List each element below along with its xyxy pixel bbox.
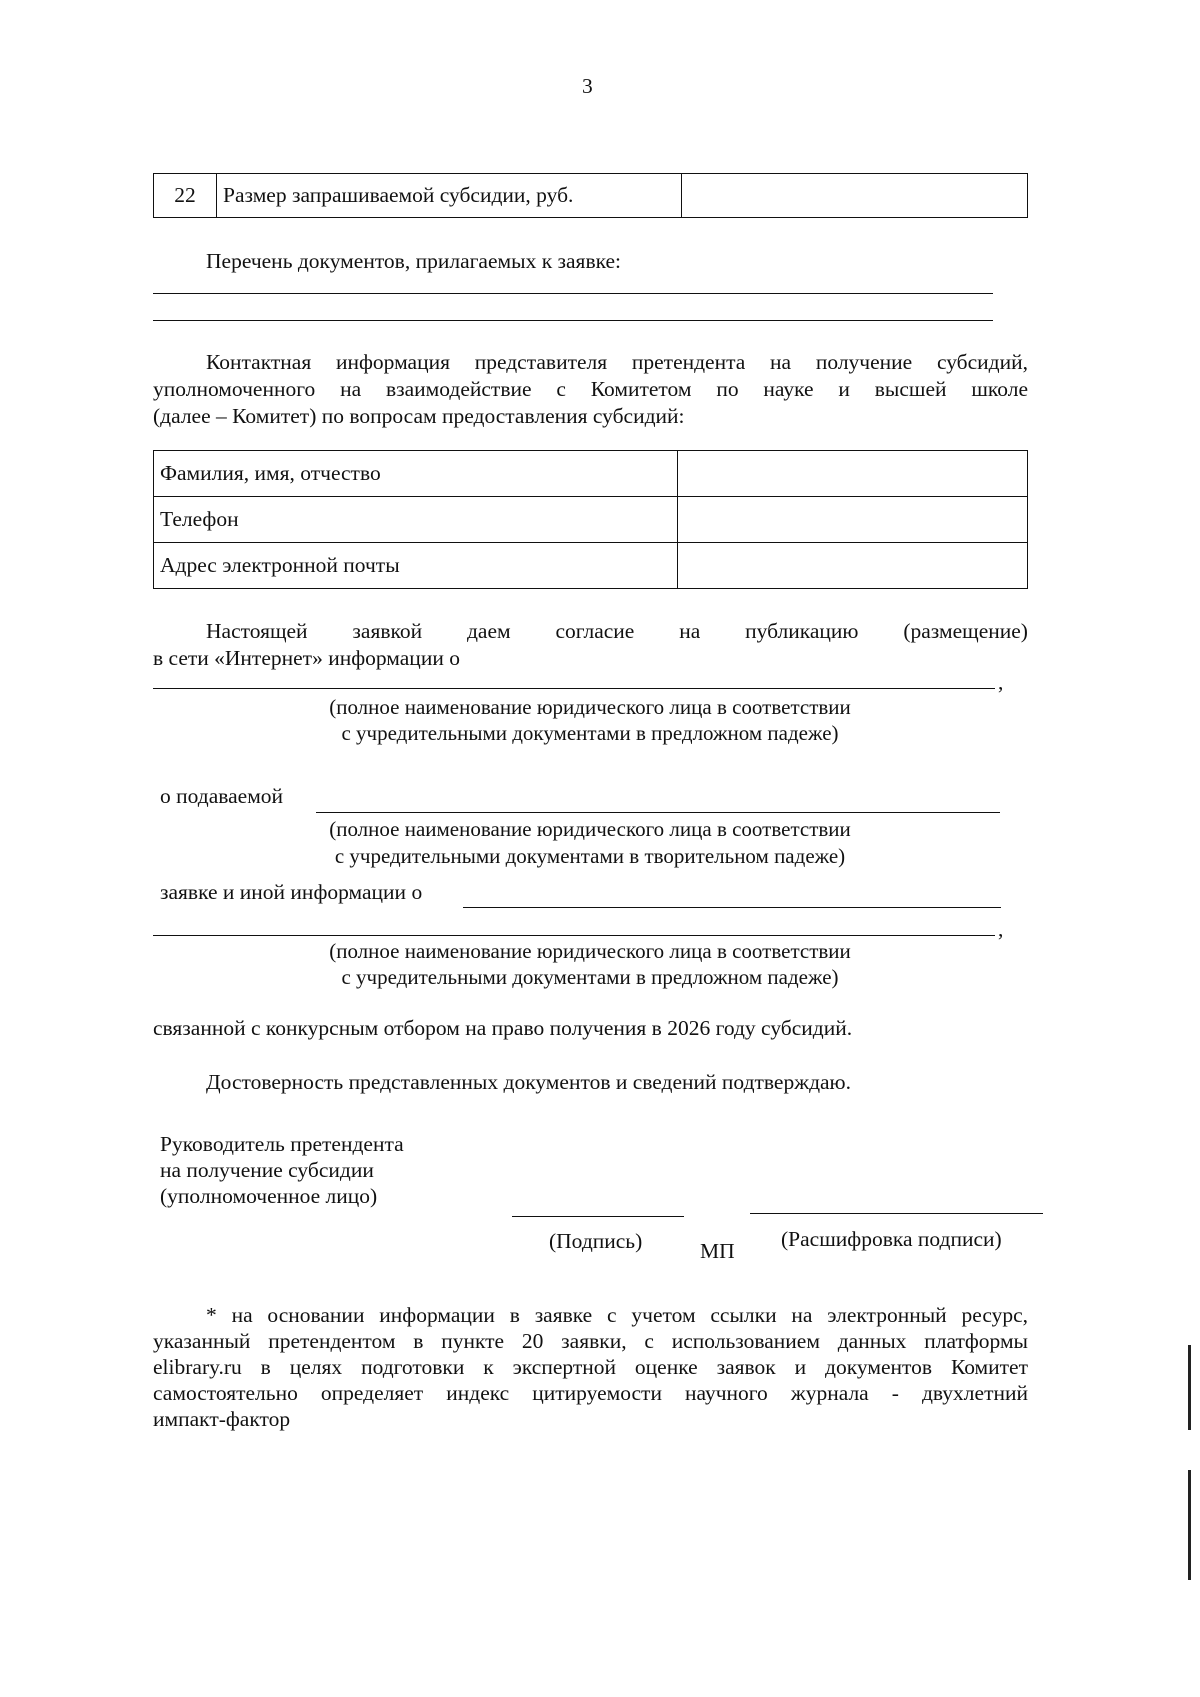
contact-intro-line-3: (далее – Комитет) по вопросам предоставления субсидий:: [153, 404, 685, 428]
confirm-text: Достоверность представленных документов и сведений подтверждаю.: [206, 1070, 851, 1094]
consent-word: даем: [466, 619, 511, 643]
table-row: [154, 543, 1028, 589]
caption-3-line-2: с учредительными документами в предложном падеже): [341, 965, 839, 989]
contact-label-phone: Телефон: [154, 497, 678, 543]
row-value[interactable]: [682, 174, 1028, 218]
caption-2-line-2: с учредительными документами в творительном падеже): [334, 844, 846, 868]
comma: ,: [998, 670, 1004, 694]
subsidy-table: [153, 173, 1028, 218]
org-name-line-2[interactable]: [316, 812, 1000, 813]
documents-line-2[interactable]: [153, 320, 993, 321]
contact-table: [153, 450, 1028, 589]
footnote-line-5: импакт-фактор: [153, 1407, 291, 1431]
contact-value-phone[interactable]: [678, 497, 1028, 543]
consent-word: публикацию: [745, 619, 859, 643]
other-info-label: заявке и иной информации о: [160, 880, 423, 904]
caption-3-line-1: (полное наименование юридического лица в соответствии: [329, 939, 851, 963]
caption-2-line-1: (полное наименование юридического лица в соответствии: [329, 817, 851, 841]
caption-1-line-1: (полное наименование юридического лица в соответствии: [329, 695, 851, 719]
footnote-line-3: elibrary.ru в целях подготовки к экспертной оценке заявок и документов Комитет: [153, 1355, 1028, 1379]
contact-intro-line-2: уполномоченного на взаимодействие с Комитетом по науке и высшей школе: [153, 377, 1028, 401]
documents-list-label: Перечень документов, прилагаемых к заявке:: [206, 249, 622, 273]
footnote-line-2: указанный претендентом в пункте 20 заявки, с использованием данных платформы: [153, 1329, 1028, 1353]
contact-value-fio[interactable]: [678, 451, 1028, 497]
footnote-line-1: * на основании информации в заявке с учетом ссылки на электронный ресурс,: [206, 1303, 1028, 1327]
comma: ,: [998, 917, 1004, 941]
contact-intro-line-1: Контактная информация представителя претендента на получение субсидий,: [206, 350, 1028, 374]
decode-label: (Расшифровка подписи): [781, 1227, 1002, 1251]
signatory-line-2: на получение субсидии: [160, 1158, 374, 1182]
submitted-label: о подаваемой: [160, 784, 284, 808]
stamp-label: МП: [700, 1239, 735, 1263]
decode-line[interactable]: [750, 1213, 1043, 1214]
consent-word: заявкой: [352, 619, 423, 643]
contact-label-fio: Фамилия, имя, отчество: [154, 451, 678, 497]
documents-line-1[interactable]: [153, 293, 993, 294]
org-name-line-1[interactable]: [153, 688, 995, 689]
signatory-line-1: Руководитель претендента: [160, 1132, 404, 1156]
consent-word: Настоящей: [206, 619, 308, 643]
org-name-line-4[interactable]: [153, 935, 995, 936]
consent-line-1: [206, 617, 1028, 645]
table-row: [154, 174, 1028, 218]
signature-label: (Подпись): [549, 1229, 643, 1253]
consent-word: (размещение): [903, 619, 1028, 643]
consent-word: согласие: [555, 619, 635, 643]
signature-line[interactable]: [512, 1216, 684, 1217]
contact-label-email: Адрес электронной почты: [154, 543, 678, 589]
row-label: Размер запрашиваемой субсидии, руб.: [217, 174, 682, 218]
row-number: 22: [154, 174, 217, 218]
contact-value-email[interactable]: [678, 543, 1028, 589]
footnote-line-4: самостоятельно определяет индекс цитируемости научного журнала - двухлетний: [153, 1381, 1028, 1405]
scan-edge-mark: [1188, 1470, 1191, 1580]
consent-word: на: [679, 619, 701, 643]
scan-edge-mark: [1188, 1345, 1191, 1430]
page-number: 3: [582, 74, 593, 98]
table-row: [154, 451, 1028, 497]
caption-1-line-2: с учредительными документами в предложном падеже): [341, 721, 839, 745]
table-row: [154, 497, 1028, 543]
org-name-line-3[interactable]: [463, 907, 1001, 908]
consent-line-2: в сети «Интернет» информации о: [153, 646, 460, 670]
signatory-line-3: (уполномоченное лицо): [160, 1184, 378, 1208]
related-text: связанной с конкурсным отбором на право получения в 2026 году субсидий.: [153, 1016, 853, 1040]
